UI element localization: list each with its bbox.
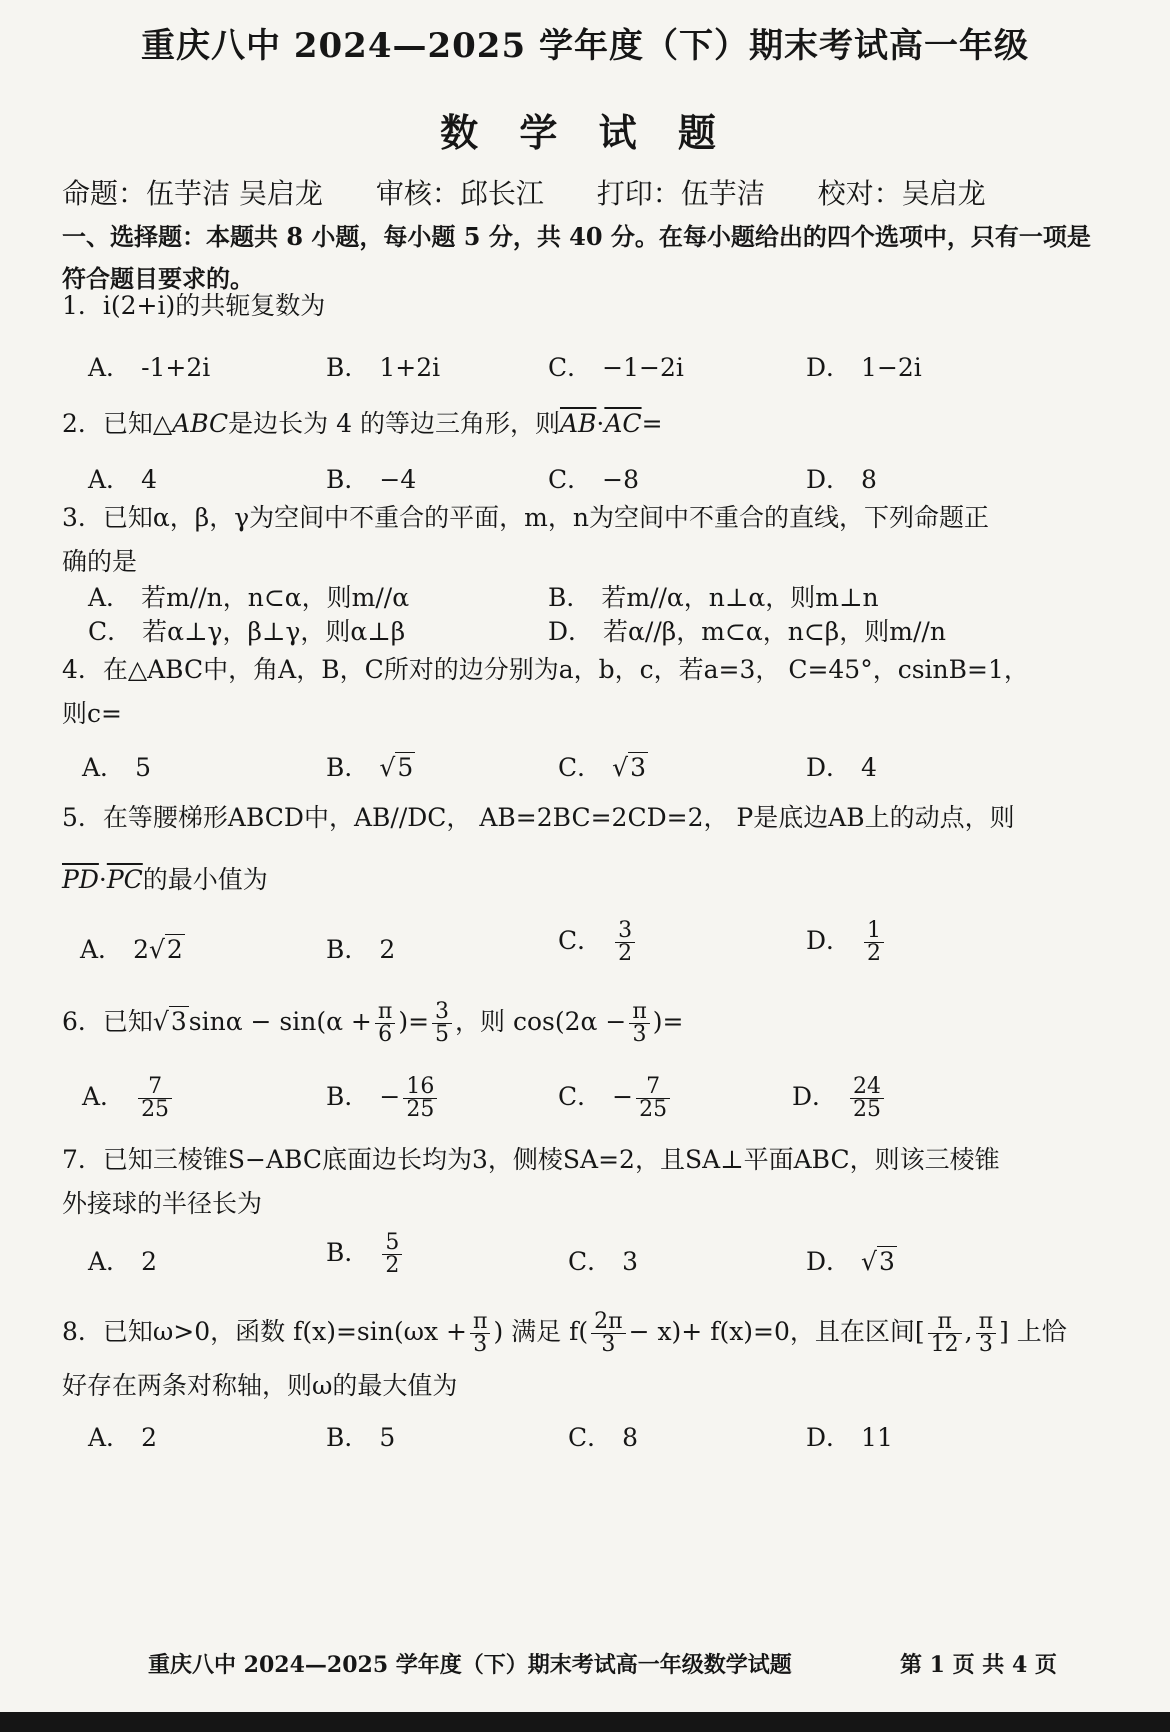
numerator: π (928, 1311, 962, 1334)
q7-option-b (326, 1232, 405, 1277)
fraction-3-5 (432, 1001, 452, 1046)
q8-option-a (88, 1418, 157, 1454)
option-letter: A． (82, 753, 126, 782)
q5-option-b (326, 930, 395, 966)
exam-title: 重庆八中 2024—2025 学年度（下）期末考试高一年级 (141, 26, 1029, 66)
option-letter: A． (82, 1082, 126, 1111)
comma: , (964, 1317, 973, 1346)
q6-option-d (792, 1076, 887, 1121)
option-text: 4 (861, 753, 877, 782)
dot-operator: · (98, 865, 107, 894)
denominator: 2 (385, 1253, 400, 1278)
option-text: 1+2i (379, 353, 441, 382)
option-letter: A． (88, 465, 132, 494)
option-letter: D． (806, 753, 852, 782)
denominator: 3 (601, 1332, 616, 1357)
scan-edge-bar (0, 1712, 1170, 1732)
radicand: 3 (170, 1007, 187, 1036)
option-text: 4 (141, 465, 157, 494)
radicand: 2 (166, 935, 183, 964)
question-text-line1: 在△ABC中，角A，B，C所对的边分别为a，b，c，若a=3， C=45°，csinB=1， (102, 655, 1029, 684)
numerator: π (976, 1311, 996, 1334)
text-pre: 已知△ (102, 409, 173, 438)
option-text: -1+2i (141, 353, 211, 382)
question-8 (62, 1310, 1112, 1408)
q2-option-d (806, 460, 877, 496)
numerator: π (375, 1001, 395, 1024)
q6-option-a (82, 1076, 175, 1121)
option-text: −4 (379, 465, 417, 494)
text-pre: 已知 (102, 1007, 153, 1036)
expr-part-4: )= (652, 1007, 684, 1036)
denominator: 12 (930, 1332, 959, 1357)
q3-option-a (88, 578, 409, 614)
option-letter: D． (806, 1247, 852, 1276)
question-text-line1: 在等腰梯形ABCD中，AB//DC， AB=2BC=2CD=2， P是底边AB上的动点，则 (102, 803, 1015, 832)
option-text: 5 (379, 1423, 396, 1452)
sqrt-expression: √3 (861, 1247, 895, 1276)
numerator: 5 (382, 1232, 402, 1255)
denominator: 25 (853, 1097, 882, 1122)
q5-option-a (80, 930, 185, 966)
text-mid2: − x)+ f(x)=0，且在区间[ (628, 1317, 925, 1346)
option-letter: C． (568, 1247, 613, 1276)
vector-ac: $\overline{AC}$ (604, 409, 642, 438)
question-number: 8． (62, 1317, 103, 1346)
question-number: 4． (62, 655, 103, 684)
q3-option-d (548, 612, 946, 648)
question-1 (62, 284, 1112, 328)
option-letter: B． (326, 1238, 370, 1267)
option-letter: C． (88, 617, 133, 646)
question-number: 5． (62, 803, 103, 832)
q2-option-a (88, 460, 157, 496)
numerator: 16 (403, 1076, 437, 1099)
question-text: i(2+i)的共轭复数为 (102, 291, 326, 320)
option-letter: B． (326, 1082, 370, 1111)
option-letter: D． (806, 465, 852, 494)
printer: 打印：伍芋洁 (596, 177, 765, 210)
q6-option-b (326, 1076, 440, 1121)
numerator: 2π (591, 1311, 625, 1334)
question-text-line2: 则c= (62, 699, 122, 728)
option-letter: C． (558, 926, 603, 955)
q1-option-a (88, 348, 210, 384)
option-letter: B． (326, 935, 370, 964)
option-letter: B． (326, 753, 370, 782)
fraction-pi-3-b (976, 1311, 996, 1356)
option-letter: C． (548, 465, 593, 494)
question-5 (62, 796, 1112, 902)
option-letter: D． (806, 1423, 852, 1452)
question-4 (62, 648, 1112, 736)
option-letter: D． (548, 617, 594, 646)
page-footer: 重庆八中 2024—2025 学年度（下）期末考试高一年级数学试题 (148, 1652, 792, 1678)
option-text: 若m//n，n⊂α，则m//α (141, 583, 410, 612)
triangle-label: ABC (172, 409, 229, 438)
question-2 (62, 402, 1112, 446)
option-letter: B． (548, 583, 592, 612)
text-mid: ) 满足 f( (493, 1317, 589, 1346)
denominator: 25 (406, 1097, 435, 1122)
staff-line (62, 172, 1030, 212)
text-mid: 是边长为 4 的等边三角形，则 (228, 409, 560, 438)
q8-option-d (806, 1418, 893, 1454)
q7-option-d (806, 1242, 897, 1278)
proofreader: 校对：吴启龙 (817, 177, 986, 210)
vector-pc: $\overline{PC}$ (106, 865, 143, 894)
numerator: 7 (636, 1076, 670, 1099)
q3-option-c (88, 612, 405, 648)
question-text-line1: 已知α，β，γ为空间中不重合的平面，m，n为空间中不重合的直线，下列命题正 (102, 503, 989, 532)
option-text: 5 (135, 753, 151, 782)
fraction-2pi-3 (591, 1311, 625, 1356)
option-text: 2 (141, 1423, 157, 1452)
option-text: 若α//β，m⊂α，n⊂β，则m//n (603, 617, 946, 646)
q5-option-d (806, 920, 887, 965)
fraction (636, 1076, 670, 1121)
option-letter: D． (792, 1082, 838, 1111)
option-letter: B． (326, 1423, 370, 1452)
text-pre: 已知ω>0，函数 f(x)=sin(ωx + (102, 1317, 467, 1346)
radicand: 3 (878, 1247, 895, 1276)
option-letter: D． (806, 926, 852, 955)
option-letter: C． (548, 353, 593, 382)
question-text-line1: 已知三棱锥S−ABC底面边长均为3，侧棱SA=2，且SA⊥平面ABC，则该三棱锥 (102, 1145, 1000, 1174)
q1-option-c (548, 348, 684, 384)
fraction (850, 1076, 884, 1121)
sqrt-expression: √5 (379, 753, 414, 782)
q4-option-d (806, 748, 877, 784)
option-letter: C． (558, 753, 603, 782)
sign: − (379, 1082, 401, 1111)
option-letter: C． (558, 1082, 603, 1111)
denominator: 2 (867, 941, 882, 966)
option-text: 2 (141, 1247, 157, 1276)
q8-option-b (326, 1418, 395, 1454)
option-letter: A． (88, 1423, 132, 1452)
vector-pd: $\overline{PD}$ (62, 865, 99, 894)
expr-part-2: )= (398, 1007, 430, 1036)
option-text: 3 (622, 1247, 639, 1276)
q7-option-a (88, 1242, 157, 1278)
option-letter: A． (88, 353, 132, 382)
numerator: 3 (615, 920, 635, 943)
question-6 (62, 1000, 1112, 1046)
exam-subject-title: 数 学 试 题 (440, 110, 730, 155)
option-text: −8 (602, 465, 639, 494)
radicand: 3 (630, 753, 646, 782)
fraction-pi-6 (375, 1001, 395, 1046)
question-text-tail: 的最小值为 (142, 865, 268, 894)
denominator: 25 (639, 1097, 668, 1122)
setter: 命题：伍芋洁 吴启龙 (62, 177, 323, 210)
q2-option-c (548, 460, 639, 496)
q4-option-a (82, 748, 151, 784)
text-tail: ] 上恰 (999, 1317, 1067, 1346)
denominator: 3 (978, 1332, 993, 1357)
expr-part-1: sinα − sin(α + (188, 1007, 372, 1036)
option-letter: A． (80, 935, 124, 964)
denominator: 6 (378, 1022, 393, 1047)
reviewer: 审核：邱长江 (375, 177, 544, 210)
numerator: π (470, 1311, 490, 1334)
numerator: 3 (432, 1001, 452, 1024)
q8-option-c (568, 1418, 638, 1454)
option-letter: B． (326, 465, 370, 494)
numerator: π (629, 1001, 649, 1024)
option-text: 11 (861, 1423, 893, 1452)
denominator: 5 (435, 1022, 450, 1047)
q5-option-c (558, 920, 638, 965)
denominator: 3 (632, 1022, 647, 1047)
sign: − (612, 1082, 634, 1111)
fraction-pi-12 (928, 1311, 962, 1356)
option-text: 8 (622, 1423, 639, 1452)
q7-option-c (568, 1242, 638, 1278)
question-number: 1． (62, 291, 103, 320)
q1-option-b (326, 348, 440, 384)
q3-option-b (548, 578, 879, 614)
question-text-line2: 好存在两条对称轴，则ω的最大值为 (62, 1371, 458, 1400)
question-number: 6． (62, 1007, 103, 1036)
numerator: 7 (138, 1076, 172, 1099)
sqrt-expression: √2 (148, 935, 183, 964)
q4-option-b (326, 748, 415, 784)
option-text: 若m//α，n⊥α，则m⊥n (601, 583, 879, 612)
q1-option-d (806, 348, 922, 384)
numerator: 24 (850, 1076, 884, 1099)
fraction (382, 1232, 402, 1277)
fraction (615, 920, 635, 965)
q2-option-b (326, 460, 416, 496)
fraction (138, 1076, 172, 1121)
option-letter: C． (568, 1423, 613, 1452)
section-1-instructions: 一、选择题：本题共 8 小题，每小题 5 分，共 40 分。在每小题给出的四个选项中，只有一项是符合题目要求的。 (62, 222, 1091, 293)
option-text: 若α⊥γ，β⊥γ，则α⊥β (142, 617, 406, 646)
question-3 (62, 496, 1112, 584)
fraction-pi-3 (629, 1001, 649, 1046)
option-text: 8 (861, 465, 877, 494)
option-letter: A． (88, 1247, 132, 1276)
fraction-pi-3 (470, 1311, 490, 1356)
q4-option-c (558, 748, 648, 784)
option-text: −1−2i (602, 353, 684, 382)
coefficient: 2 (133, 935, 149, 964)
option-text: 1−2i (861, 353, 922, 382)
question-text-line2: 外接球的半径长为 (62, 1189, 263, 1218)
option-text: 2 (379, 935, 396, 964)
page-number: 第 1 页 共 4 页 (900, 1652, 1057, 1678)
radicand: 5 (397, 753, 414, 782)
option-letter: D． (806, 353, 852, 382)
dot-operator: · (596, 409, 605, 438)
vector-ab: $\overline{AB}$ (559, 409, 597, 438)
denominator: 25 (141, 1097, 170, 1122)
option-letter: B． (326, 353, 370, 382)
denominator: 3 (473, 1332, 488, 1357)
expr-part-3: ，则 cos(2α − (455, 1007, 627, 1036)
sqrt-expression: √3 (612, 753, 646, 782)
denominator: 2 (618, 941, 633, 966)
question-number: 7． (62, 1145, 103, 1174)
fraction (864, 920, 884, 965)
fraction (403, 1076, 437, 1121)
question-number: 2． (62, 409, 103, 438)
sqrt-expression: √3 (152, 1007, 187, 1036)
equals-sign: = (641, 409, 663, 438)
question-7 (62, 1138, 1112, 1226)
numerator: 1 (864, 920, 884, 943)
question-text-line2: 确的是 (62, 547, 138, 576)
q6-option-c (558, 1076, 673, 1121)
option-letter: A． (88, 583, 132, 612)
question-number: 3． (62, 503, 103, 532)
